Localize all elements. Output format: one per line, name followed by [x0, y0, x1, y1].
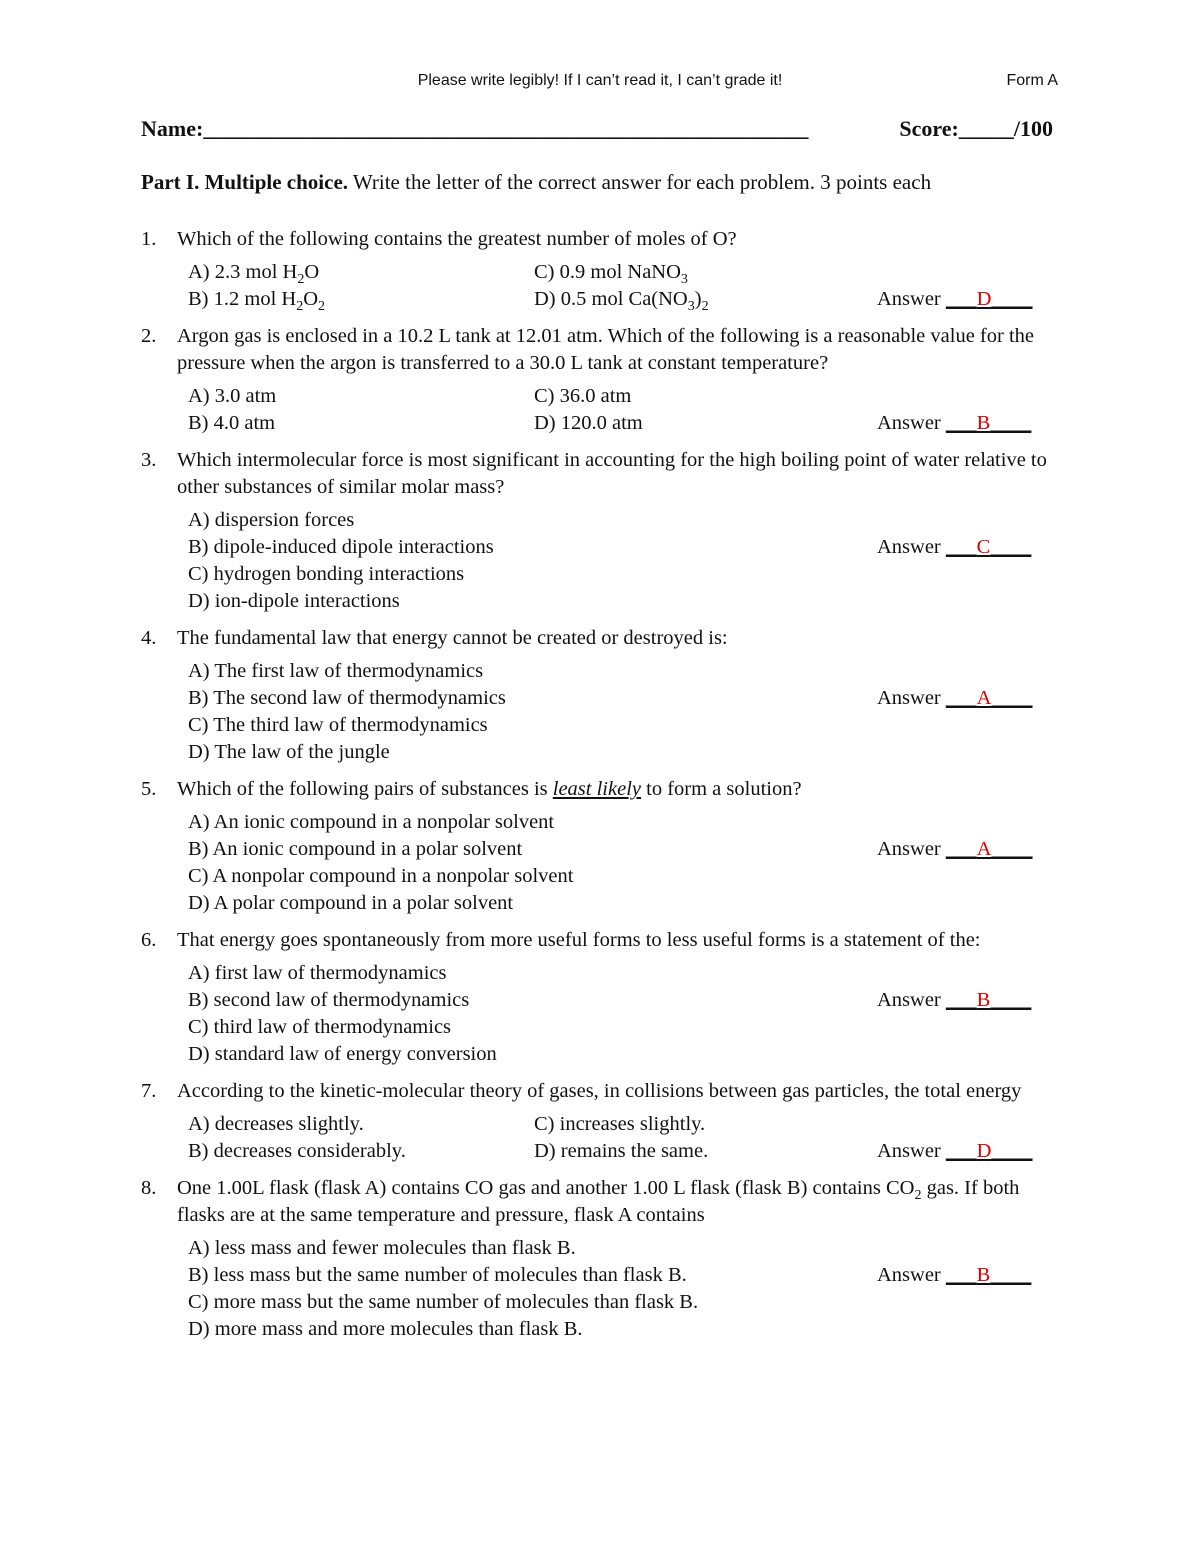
answer-blank: ____	[990, 412, 1032, 434]
option-b	[188, 1138, 406, 1165]
question-number: 4.	[141, 627, 157, 649]
option-b	[188, 410, 275, 437]
option-d	[534, 286, 709, 313]
option-text: An ionic compound in a polar solvent	[212, 838, 523, 860]
option-letter: C)	[534, 1113, 555, 1135]
name-label: Name:	[141, 116, 204, 141]
answer-blank: ___	[945, 536, 977, 558]
option-letter: B)	[188, 1264, 209, 1286]
question-number: 6.	[141, 929, 157, 951]
score-blank[interactable]: _____	[958, 116, 1014, 141]
option-text: 36.0 atm	[559, 385, 632, 407]
option-text: )	[694, 288, 702, 310]
option-d	[534, 1138, 708, 1165]
answer-field[interactable]	[877, 1262, 1031, 1289]
score-total: /100	[1013, 116, 1053, 141]
option-a	[188, 259, 319, 286]
option-letter: B)	[188, 412, 209, 434]
subscript: 3	[680, 272, 688, 288]
question-1	[141, 226, 1061, 313]
option-letter: C)	[188, 1291, 209, 1313]
answer-blank: ____	[990, 989, 1032, 1011]
question-list	[141, 226, 1061, 1353]
option-letter: C)	[188, 714, 209, 736]
option-b	[188, 1262, 687, 1289]
option-text: An ionic compound in a nonpolar solvent	[213, 811, 555, 833]
answer-letter: A	[976, 838, 992, 860]
answer-blank: ___	[945, 288, 977, 310]
question-text: The fundamental law that energy cannot be created or destroyed is:	[177, 627, 728, 649]
answer-label: Answer	[877, 288, 946, 310]
answer-blank: ___	[945, 989, 977, 1011]
option-letter: A)	[188, 811, 210, 833]
option-letter: C)	[534, 261, 555, 283]
question-3	[141, 447, 1061, 615]
answer-letter: D	[976, 288, 992, 310]
emphasis: least likely	[552, 778, 641, 800]
option-text: less mass and fewer molecules than flask B.	[214, 1237, 576, 1259]
option-text: third law of thermodynamics	[213, 1016, 452, 1038]
answer-letter: B	[976, 412, 991, 434]
option-text: first law of thermodynamics	[214, 962, 447, 984]
option-c	[534, 259, 688, 286]
answer-field[interactable]	[877, 1138, 1032, 1165]
options	[141, 507, 1061, 615]
option-text: standard law of energy conversion	[214, 1043, 497, 1065]
part-instructions: Write the letter of the correct answer for each problem. 3 points each	[348, 170, 932, 194]
question-text: Which of the following contains the greatest number of moles of O?	[177, 228, 737, 250]
subscript: 2	[914, 1188, 922, 1204]
option-text: dispersion forces	[214, 509, 355, 531]
score-field	[899, 116, 1053, 142]
option-letter: B)	[188, 687, 209, 709]
answer-blank: ___	[945, 1264, 977, 1286]
option-d	[188, 739, 390, 766]
option-a	[188, 960, 446, 987]
question-text-part: One 1.00L flask (flask A) contains CO gas and another 1.00 L flask (flask B) contains CO	[177, 1177, 915, 1199]
options	[141, 1235, 1061, 1343]
name-score-row	[141, 116, 1053, 142]
form-label: Form A	[1006, 72, 1058, 89]
answer-letter: A	[976, 687, 992, 709]
answer-blank: ___	[945, 838, 977, 860]
question-text	[177, 776, 1061, 803]
question-text	[177, 1175, 1061, 1229]
options	[141, 960, 1061, 1068]
answer-label: Answer	[877, 989, 946, 1011]
option-d	[188, 1041, 497, 1068]
header-note: Please write legibly! If I can’t read it, I can’t grade it!	[417, 72, 783, 89]
answer-letter: B	[976, 1264, 991, 1286]
option-letter: A)	[188, 1237, 210, 1259]
option-letter: C)	[188, 865, 209, 887]
option-text: 4.0 atm	[213, 412, 276, 434]
option-letter: A)	[188, 385, 210, 407]
option-b	[188, 685, 506, 712]
option-letter: D)	[534, 412, 556, 434]
option-text: decreases considerably.	[213, 1140, 406, 1162]
option-text: The law of the jungle	[214, 741, 390, 763]
option-text: A polar compound in a polar solvent	[213, 892, 514, 914]
answer-label: Answer	[877, 536, 946, 558]
answer-letter: C	[976, 536, 991, 558]
option-letter: D)	[188, 590, 210, 612]
options	[141, 1111, 1061, 1165]
option-text: less mass but the same number of molecules than flask B.	[213, 1264, 687, 1286]
question-text-part: to form a solution?	[641, 778, 802, 800]
option-b	[188, 534, 494, 561]
option-b	[188, 987, 469, 1014]
question-text-part: Which of the following pairs of substances is	[177, 778, 553, 800]
question-number: 3.	[141, 449, 157, 471]
option-text: hydrogen bonding interactions	[213, 563, 465, 585]
option-a	[188, 1235, 576, 1262]
option-letter: B)	[188, 288, 209, 310]
question-number: 7.	[141, 1080, 157, 1102]
option-a	[188, 809, 554, 836]
option-text: decreases slightly.	[214, 1113, 364, 1135]
question-text-part: gas. If both flasks are at the same temperature and pressure, flask A contains	[177, 1177, 1020, 1226]
answer-field[interactable]	[877, 987, 1031, 1014]
score-label: Score:	[899, 116, 959, 141]
option-letter: D)	[188, 1043, 210, 1065]
option-d	[188, 588, 400, 615]
option-letter: B)	[188, 838, 209, 860]
option-letter: D)	[188, 892, 210, 914]
question-4	[141, 625, 1061, 766]
subscript: 2	[318, 299, 326, 315]
option-text: The third law of thermodynamics	[213, 714, 488, 736]
option-d	[188, 1316, 583, 1343]
option-b	[188, 286, 325, 313]
name-blank[interactable]: _______________________________________________________	[203, 116, 809, 141]
question-number: 2.	[141, 325, 157, 347]
question-7	[141, 1078, 1061, 1165]
question-text: That energy goes spontaneously from more useful forms to less useful forms is a statement of the:	[177, 929, 981, 951]
question-5	[141, 776, 1061, 917]
option-c	[188, 1014, 451, 1041]
answer-field[interactable]	[877, 286, 1032, 313]
question-6	[141, 927, 1061, 1068]
question-8	[141, 1175, 1061, 1343]
options	[141, 383, 1061, 437]
answer-blank: ____	[990, 1264, 1032, 1286]
answer-blank: ____	[991, 288, 1033, 310]
option-text: remains the same.	[560, 1140, 709, 1162]
subscript: 2	[296, 299, 304, 315]
option-a	[188, 383, 276, 410]
option-letter: A)	[188, 962, 210, 984]
subscript: 2	[701, 299, 709, 315]
option-text: The second law of thermodynamics	[213, 687, 506, 709]
option-c	[534, 1111, 705, 1138]
option-text: 0.9 mol NaNO	[559, 261, 681, 283]
option-text: ion-dipole interactions	[214, 590, 400, 612]
options	[141, 658, 1061, 766]
option-letter: A)	[188, 660, 210, 682]
option-text: 120.0 atm	[560, 412, 643, 434]
option-text: more mass but the same number of molecules than flask B.	[213, 1291, 699, 1313]
option-text: O	[303, 288, 319, 310]
option-text: more mass and more molecules than flask B.	[214, 1318, 583, 1340]
options	[141, 809, 1061, 917]
answer-letter: D	[976, 1140, 992, 1162]
option-text: 1.2 mol H	[213, 288, 297, 310]
answer-field[interactable]	[877, 410, 1031, 437]
option-c	[188, 712, 488, 739]
answer-label: Answer	[877, 412, 946, 434]
answer-blank: ____	[991, 1140, 1033, 1162]
option-letter: A)	[188, 509, 210, 531]
part-title: Part I. Multiple choice.	[141, 170, 349, 194]
option-text: 3.0 atm	[214, 385, 277, 407]
question-number: 5.	[141, 778, 157, 800]
question-text: Argon gas is enclosed in a 10.2 L tank at 12.01 atm. Which of the following is a reasonable value for the pressure when the argon is transferred to a 30.0 L tank at constant temperature?	[177, 325, 1034, 374]
option-text: A nonpolar compound in a nonpolar solvent	[212, 865, 574, 887]
options	[141, 259, 1061, 313]
option-letter: D)	[188, 1318, 210, 1340]
option-text: dipole-induced dipole interactions	[213, 536, 494, 558]
question-text: Which intermolecular force is most significant in accounting for the high boiling point of water relative to other substances of similar molar mass?	[177, 449, 1047, 498]
option-text: O	[304, 261, 320, 283]
option-letter: D)	[534, 288, 556, 310]
question-text: According to the kinetic-molecular theory of gases, in collisions between gas particles, the total energy	[177, 1080, 1022, 1102]
subscript: 2	[297, 272, 305, 288]
option-letter: D)	[534, 1140, 556, 1162]
option-text: The first law of thermodynamics	[214, 660, 484, 682]
option-letter: B)	[188, 1140, 209, 1162]
option-a	[188, 658, 483, 685]
option-letter: A)	[188, 261, 210, 283]
answer-field[interactable]	[877, 836, 1032, 863]
option-c	[188, 1289, 698, 1316]
answer-label: Answer	[877, 687, 946, 709]
option-c	[188, 561, 464, 588]
answer-field[interactable]	[877, 534, 1031, 561]
answer-field[interactable]	[877, 685, 1032, 712]
answer-label: Answer	[877, 1140, 946, 1162]
option-a	[188, 507, 354, 534]
answer-blank: ____	[991, 838, 1033, 860]
option-d	[188, 890, 513, 917]
answer-blank: ____	[991, 687, 1033, 709]
answer-blank: ___	[945, 1140, 977, 1162]
answer-label: Answer	[877, 838, 946, 860]
option-letter: C)	[188, 563, 209, 585]
question-number: 1.	[141, 228, 157, 250]
option-c	[188, 863, 573, 890]
option-c	[534, 383, 631, 410]
option-letter: C)	[534, 385, 555, 407]
answer-blank: ____	[990, 536, 1032, 558]
subscript: 3	[687, 299, 695, 315]
option-letter: D)	[188, 741, 210, 763]
option-text: 2.3 mol H	[214, 261, 298, 283]
option-b	[188, 836, 522, 863]
question-number: 8.	[141, 1177, 157, 1199]
option-text: 0.5 mol Ca(NO	[560, 288, 688, 310]
option-letter: B)	[188, 536, 209, 558]
option-d	[534, 410, 643, 437]
answer-blank: ___	[945, 412, 977, 434]
option-text: second law of thermodynamics	[213, 989, 470, 1011]
question-2	[141, 323, 1061, 437]
option-letter: A)	[188, 1113, 210, 1135]
answer-blank: ___	[945, 687, 977, 709]
option-a	[188, 1111, 364, 1138]
option-text: increases slightly.	[559, 1113, 706, 1135]
option-letter: C)	[188, 1016, 209, 1038]
answer-label: Answer	[877, 1264, 946, 1286]
part-heading	[141, 170, 931, 195]
option-letter: B)	[188, 989, 209, 1011]
answer-letter: B	[976, 989, 991, 1011]
